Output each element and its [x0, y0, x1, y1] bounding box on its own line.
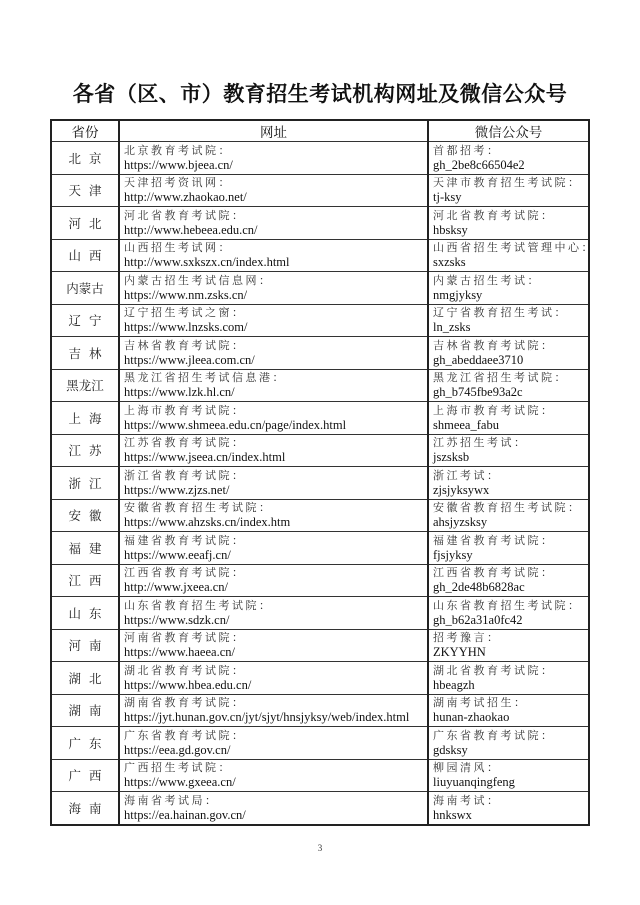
wechat-id: ln_zsks [433, 320, 471, 335]
website-cell [119, 662, 428, 695]
wechat-id: zjsjyksywx [433, 482, 490, 497]
website-cell [119, 207, 428, 240]
wechat-id: ahsjyzsksy [433, 515, 488, 530]
site-name: 河北省教育考试院： [124, 208, 246, 222]
site-url-link[interactable]: http://www.sxkszx.cn/index.html [124, 255, 290, 270]
wechat-name: 山西省招生考试管理中心： [433, 241, 595, 255]
wechat-cell [428, 597, 589, 630]
site-url-link[interactable]: https://www.hbea.edu.cn/ [124, 677, 252, 692]
wechat-id: tj-ksy [433, 190, 462, 205]
wechat-id: sxzsks [433, 255, 466, 270]
website-cell [119, 499, 428, 532]
document-title: 各省（区、市）教育招生考试机构网址及微信公众号 [72, 81, 568, 106]
province-cell: 山西 [51, 239, 119, 272]
site-name: 吉林省教育考试院： [124, 338, 246, 352]
site-url-link[interactable]: https://eea.gd.gov.cn/ [124, 742, 231, 757]
wechat-id: jszsksb [433, 450, 470, 465]
website-cell [119, 629, 428, 662]
province-cell: 河北 [51, 207, 119, 240]
site-name: 上海市教育考试院： [124, 403, 246, 417]
province-cell: 河南 [51, 629, 119, 662]
wechat-id: gh_2be8c66504e2 [433, 157, 525, 172]
website-cell [119, 694, 428, 727]
wechat-cell [428, 142, 589, 175]
wechat-name: 湖南考试招生： [433, 696, 528, 710]
website-cell [119, 174, 428, 207]
website-cell [119, 402, 428, 435]
wechat-name: 浙江考试： [433, 468, 501, 482]
province-cell: 上海 [51, 402, 119, 435]
website-cell [119, 337, 428, 370]
wechat-cell [428, 629, 589, 662]
province-cell: 山东 [51, 597, 119, 630]
site-url-link[interactable]: https://www.ahzsks.cn/index.htm [124, 515, 291, 530]
wechat-name: 广东省教育考试院： [433, 728, 555, 742]
site-url-link[interactable]: https://www.bjeea.cn/ [124, 157, 233, 172]
website-cell [119, 792, 428, 825]
site-name: 河南省教育考试院： [124, 631, 246, 645]
province-cell: 安徽 [51, 499, 119, 532]
wechat-cell [428, 467, 589, 500]
table-row [51, 142, 589, 175]
site-name: 江苏省教育考试院： [124, 436, 246, 450]
table-row [51, 629, 589, 662]
wechat-id: gh_b745fbe93a2c [433, 385, 523, 400]
table-row [51, 759, 589, 792]
wechat-id: nmgjyksy [433, 287, 483, 302]
province-cell: 广东 [51, 727, 119, 760]
wechat-name: 吉林省教育考试院： [433, 338, 555, 352]
wechat-id: gh_abeddaee3710 [433, 352, 524, 367]
wechat-id: hbsksy [433, 222, 468, 237]
wechat-name: 辽宁省教育招生考试： [433, 306, 568, 320]
site-url-link[interactable]: https://www.haeea.cn/ [124, 645, 235, 660]
province-cell: 福建 [51, 532, 119, 565]
wechat-id: hnkswx [433, 807, 472, 822]
wechat-cell [428, 337, 589, 370]
wechat-name: 山东省教育招生考试院： [433, 598, 582, 612]
table-row [51, 792, 589, 825]
website-cell [119, 369, 428, 402]
table-row [51, 499, 589, 532]
table-row [51, 402, 589, 435]
table-row [51, 467, 589, 500]
site-url-link[interactable]: https://www.jleea.com.cn/ [124, 352, 255, 367]
wechat-cell [428, 434, 589, 467]
site-name: 山东省教育招生考试院： [124, 598, 273, 612]
wechat-id: gh_2de48b6828ac [433, 580, 525, 595]
table-body [51, 142, 595, 825]
website-cell [119, 532, 428, 565]
table-row [51, 662, 589, 695]
wechat-cell [428, 499, 589, 532]
site-name: 湖南省教育考试院： [124, 696, 246, 710]
table-row [51, 239, 589, 272]
wechat-cell [428, 207, 589, 240]
wechat-name: 湖北省教育考试院： [433, 663, 555, 677]
header-website: 网址 [119, 120, 428, 142]
site-url-link[interactable]: https://www.nm.zsks.cn/ [124, 287, 248, 302]
province-cell: 北京 [51, 142, 119, 175]
province-cell: 吉林 [51, 337, 119, 370]
site-name: 内蒙古招生考试信息网： [124, 273, 273, 287]
wechat-cell [428, 369, 589, 402]
website-cell [119, 564, 428, 597]
website-cell [119, 597, 428, 630]
wechat-cell [428, 694, 589, 727]
province-cell: 浙江 [51, 467, 119, 500]
wechat-name: 首都招考： [433, 143, 501, 157]
wechat-name: 招考豫言： [433, 631, 501, 645]
province-cell: 湖北 [51, 662, 119, 695]
site-url-link[interactable]: https://www.zjzs.net/ [124, 482, 230, 497]
site-url-link[interactable]: https://ea.hainan.gov.cn/ [124, 807, 246, 822]
table-row [51, 564, 589, 597]
site-url-link[interactable]: https://www.jseea.cn/index.html [124, 450, 286, 465]
website-cell [119, 434, 428, 467]
province-cell: 湖南 [51, 694, 119, 727]
wechat-name: 上海市教育考试院： [433, 403, 555, 417]
province-cell: 黑龙江 [51, 369, 119, 402]
site-name: 辽宁招生考试之窗： [124, 306, 246, 320]
wechat-name: 柳园清风： [433, 761, 501, 775]
wechat-cell [428, 272, 589, 305]
wechat-name: 海南考试： [433, 793, 501, 807]
site-name: 北京教育考试院： [124, 143, 232, 157]
wechat-name: 黑龙江省招生考试院： [433, 371, 568, 385]
header-wechat: 微信公众号 [428, 120, 589, 142]
wechat-id: gdsksy [433, 742, 468, 757]
wechat-cell [428, 662, 589, 695]
site-url-link[interactable]: http://www.jxeea.cn/ [124, 580, 229, 595]
site-url-link[interactable]: https://jyt.hunan.gov.cn/jyt/sjyt/hnsjyksy/web/index.html [124, 710, 410, 725]
site-url-link[interactable]: https://www.shmeea.edu.cn/page/index.html [124, 417, 347, 432]
table-row [51, 434, 589, 467]
header-province: 省份 [51, 120, 119, 142]
site-name: 广西招生考试院： [124, 761, 232, 775]
site-name: 福建省教育考试院： [124, 533, 246, 547]
wechat-cell [428, 402, 589, 435]
site-url-link[interactable]: https://www.lnzsks.com/ [124, 320, 248, 335]
website-cell [119, 759, 428, 792]
site-url-link[interactable]: http://www.hebeea.edu.cn/ [124, 222, 258, 237]
website-cell [119, 727, 428, 760]
wechat-name: 天津市教育招生考试院： [433, 176, 582, 190]
site-url-link[interactable]: https://www.gxeea.cn/ [124, 775, 236, 790]
wechat-id: gh_b62a31a0fc42 [433, 612, 523, 627]
page-number: 3 [317, 843, 323, 853]
site-name: 湖北省教育考试院： [124, 663, 246, 677]
website-cell [119, 272, 428, 305]
site-name: 江西省教育考试院： [124, 566, 246, 580]
wechat-cell [428, 174, 589, 207]
wechat-id: hunan-zhaokao [433, 710, 510, 725]
wechat-name: 河北省教育考试院： [433, 208, 555, 222]
institutions-table [50, 119, 595, 826]
wechat-cell [428, 564, 589, 597]
table-row [51, 272, 589, 305]
table-row [51, 174, 589, 207]
website-cell [119, 467, 428, 500]
site-url-link[interactable]: https://www.eeafj.cn/ [124, 547, 231, 562]
province-cell: 江苏 [51, 434, 119, 467]
table-header-row [51, 120, 589, 142]
site-name: 黑龙江省招生考试信息港： [124, 371, 286, 385]
wechat-id: shmeea_fabu [433, 417, 499, 432]
site-name: 山西招生考试网： [124, 241, 232, 255]
wechat-name: 安徽省教育招生考试院： [433, 501, 582, 515]
wechat-cell [428, 727, 589, 760]
wechat-name: 内蒙古招生考试： [433, 273, 541, 287]
site-name: 浙江省教育考试院： [124, 468, 246, 482]
wechat-cell [428, 792, 589, 825]
table-row [51, 597, 589, 630]
table-row [51, 369, 589, 402]
website-cell [119, 142, 428, 175]
website-cell [119, 304, 428, 337]
table-row [51, 532, 589, 565]
site-name: 安徽省教育招生考试院： [124, 501, 273, 515]
wechat-cell [428, 239, 595, 272]
province-cell: 广西 [51, 759, 119, 792]
site-name: 广东省教育考试院： [124, 728, 246, 742]
wechat-name: 江西省教育考试院： [433, 566, 555, 580]
site-name: 天津招考资讯网： [124, 176, 232, 190]
site-url-link[interactable]: https://www.sdzk.cn/ [124, 612, 230, 627]
table-row [51, 337, 589, 370]
province-cell: 海南 [51, 792, 119, 825]
wechat-id: hbeagzh [433, 677, 475, 692]
province-cell: 辽宁 [51, 304, 119, 337]
website-cell [119, 239, 428, 272]
table-row [51, 207, 589, 240]
wechat-id: ZKYYHN [433, 645, 486, 660]
site-url-link[interactable]: https://www.lzk.hl.cn/ [124, 385, 235, 400]
table-row [51, 694, 589, 727]
table-row [51, 727, 589, 760]
wechat-cell [428, 532, 589, 565]
province-cell: 江西 [51, 564, 119, 597]
site-url-link[interactable]: http://www.zhaokao.net/ [124, 190, 247, 205]
wechat-name: 福建省教育考试院： [433, 533, 555, 547]
wechat-id: liuyuanqingfeng [433, 775, 515, 790]
wechat-cell [428, 759, 589, 792]
province-cell: 天津 [51, 174, 119, 207]
table-row [51, 304, 589, 337]
wechat-id: fjsjyksy [433, 547, 473, 562]
province-cell: 内蒙古 [51, 272, 119, 305]
wechat-cell [428, 304, 589, 337]
site-name: 海南省考试局： [124, 793, 219, 807]
wechat-name: 江苏招生考试： [433, 436, 528, 450]
